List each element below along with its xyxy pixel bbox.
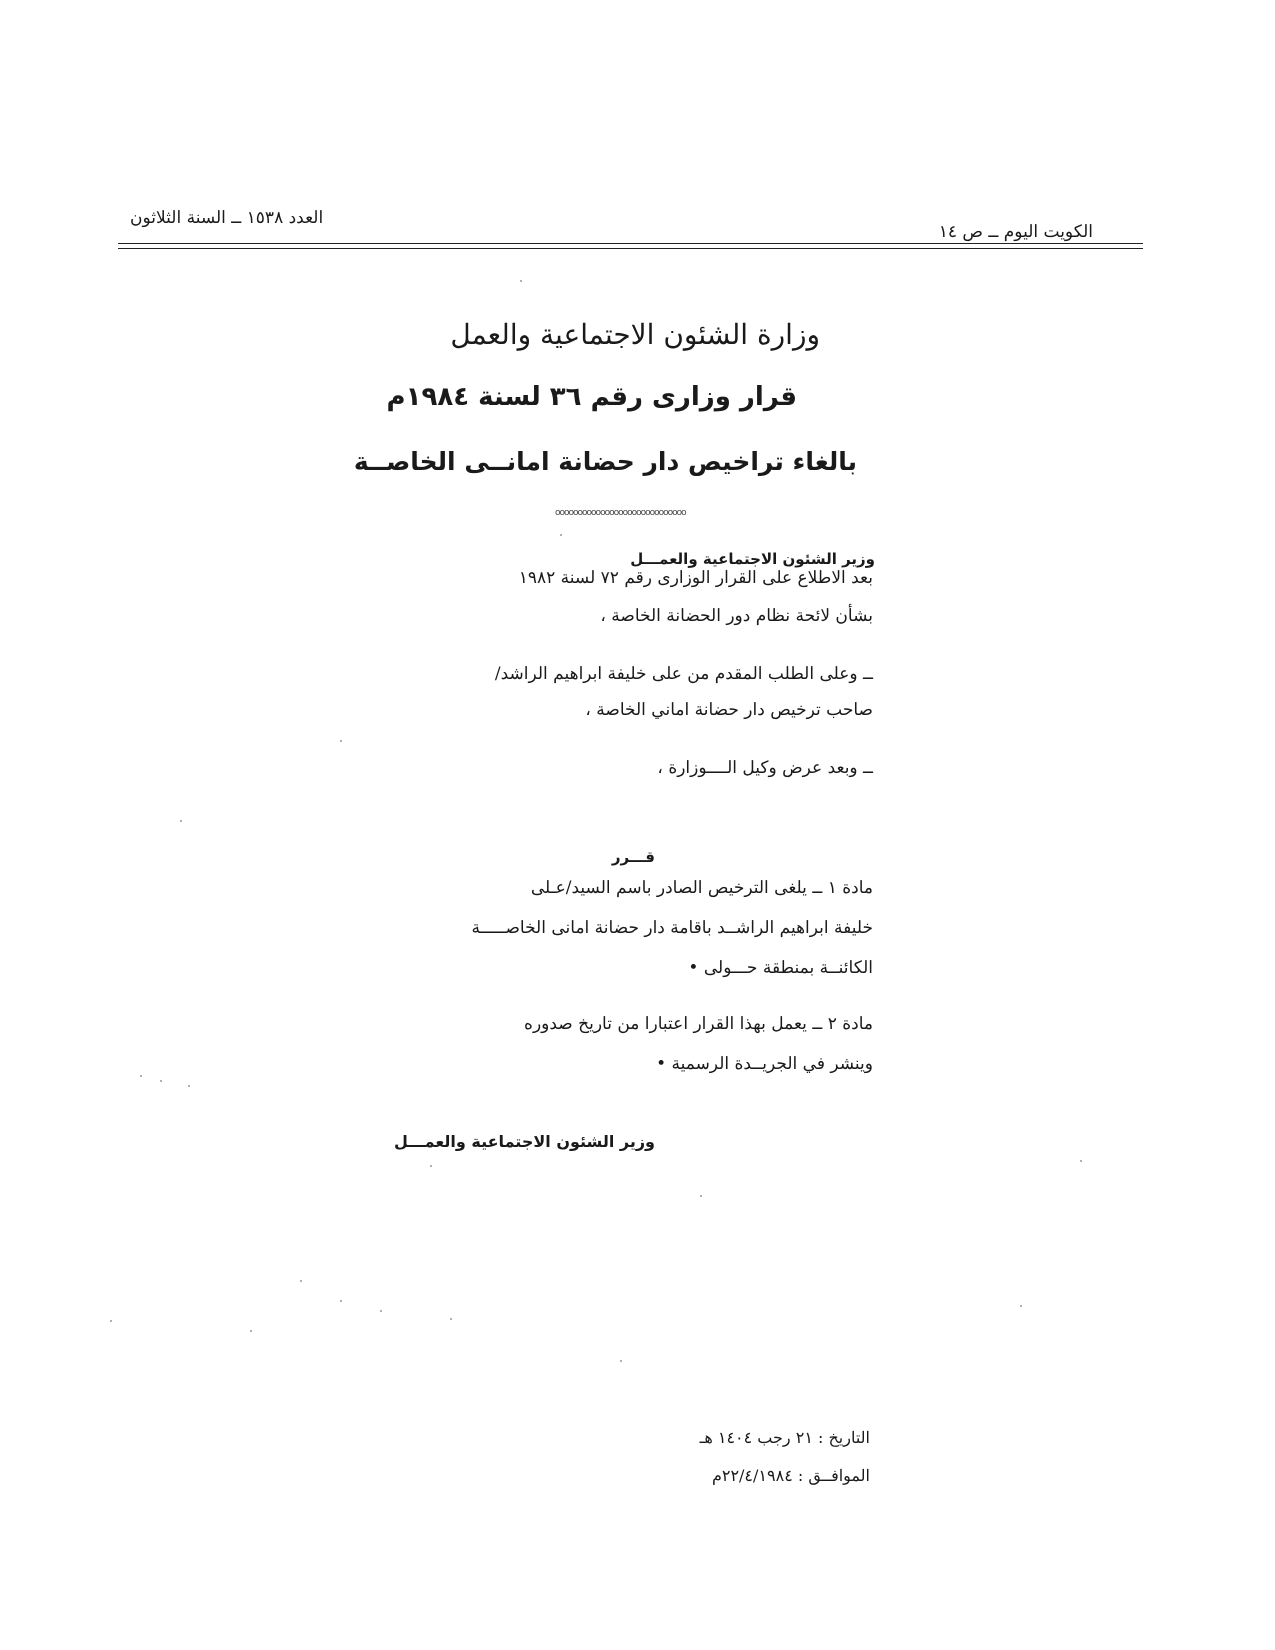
article-line: وينشر في الجريــدة الرسمية • — [656, 1054, 873, 1074]
scan-speck — [340, 740, 342, 742]
ornament-divider: ooooooooooooooooooooooooooooo — [555, 508, 686, 518]
preamble-line: بشأن لائحة نظام دور الحضانة الخاصة ، — [600, 606, 873, 626]
scan-speck — [188, 1085, 190, 1087]
scan-speck — [520, 280, 522, 282]
scan-speck — [110, 1320, 112, 1322]
header-publication-page: الكويت اليوم ــ ص ١٤ — [938, 222, 1093, 242]
preamble-line: ــ وعلى الطلب المقدم من على خليفة ابراهيم الراشد/ — [494, 664, 873, 684]
article-line: مادة ٢ ــ يعمل بهذا القرار اعتبارا من تاريخ صدوره — [524, 1014, 873, 1034]
ministry-name: وزارة الشئون الاجتماعية والعمل — [450, 318, 820, 351]
header-rule — [118, 243, 1143, 244]
decree-title: قرار وزارى رقم ٣٦ لسنة ١٩٨٤م — [386, 382, 797, 412]
scan-speck — [180, 820, 182, 822]
date-hijri: التاريخ : ٢١ رجب ١٤٠٤ هـ — [699, 1428, 870, 1447]
decides-heading: قـــرر — [611, 848, 655, 866]
scan-speck — [560, 534, 562, 536]
scan-speck — [430, 1165, 432, 1167]
article-line: مادة ١ ــ يلغى الترخيص الصادر باسم السيد/عـلى — [530, 878, 873, 898]
scan-speck — [340, 1300, 342, 1302]
preamble-line: صاحب ترخيص دار حضانة اماني الخاصة ، — [585, 700, 873, 720]
scan-speck — [300, 1280, 302, 1282]
date-gregorian: الموافــق : ٢٢/٤/١٩٨٤م — [711, 1466, 870, 1485]
decree-subject: بالغاء تراخيص دار حضانة امانــى الخاصــة — [353, 447, 857, 476]
scan-speck — [450, 1318, 452, 1320]
preamble-line: بعد الاطلاع على القرار الوزارى رقم ٧٢ لسنة ١٩٨٢ — [518, 568, 873, 588]
scan-speck — [700, 1195, 702, 1197]
signature-minister: وزير الشئون الاجتماعية والعمـــل — [393, 1132, 655, 1151]
header-rule-thin — [118, 248, 1143, 249]
minister-heading: وزير الشئون الاجتماعية والعمـــل — [630, 550, 875, 568]
header-issue-year: العدد ١٥٣٨ ــ السنة الثلاثون — [130, 208, 324, 228]
scan-speck — [1080, 1160, 1082, 1162]
scan-speck — [250, 1330, 252, 1332]
preamble-line: ــ وبعد عرض وكيل الــــوزارة ، — [657, 758, 873, 778]
scan-speck — [1020, 1305, 1022, 1307]
scan-speck — [380, 1310, 382, 1312]
article-line: الكائنــة بمنطقة حـــولى • — [688, 958, 873, 978]
scan-speck — [160, 1080, 162, 1082]
scan-speck — [140, 1075, 142, 1077]
article-line: خليفة ابراهيم الراشــد باقامة دار حضانة امانى الخاصـــــة — [471, 918, 873, 938]
scan-speck — [620, 1360, 622, 1362]
